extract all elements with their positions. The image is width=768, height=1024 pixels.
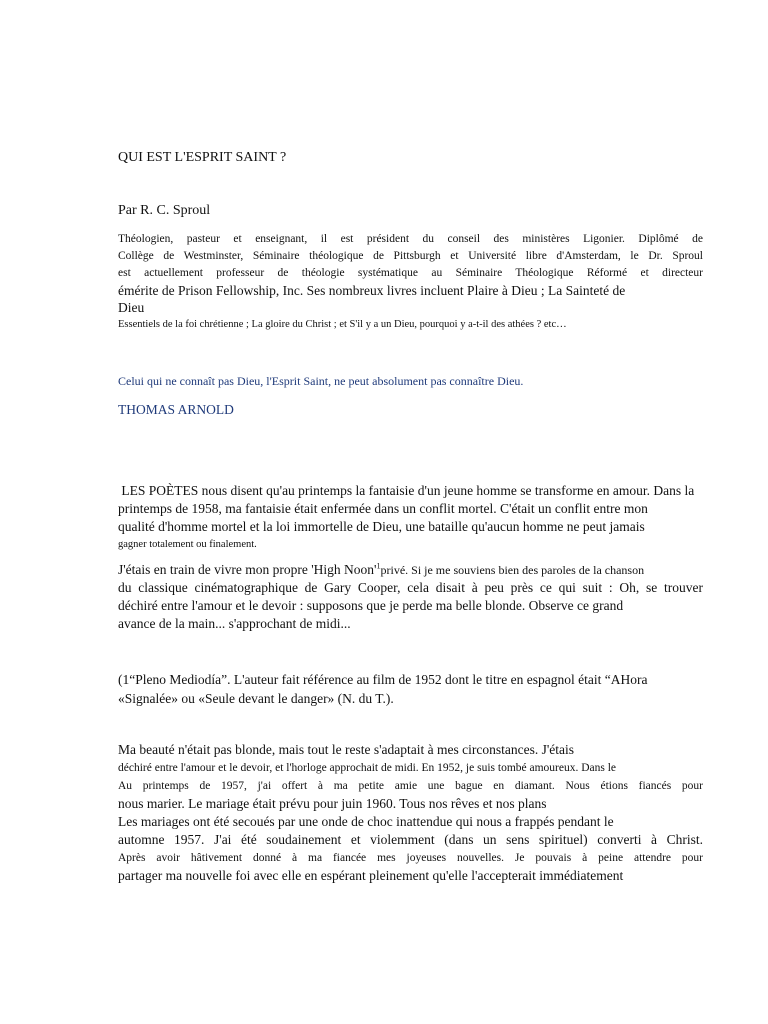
paragraph-line: déchiré entre l'amour et le devoir, et l'horloge approchait de midi. En 1952, je suis tombé amoureux. Dans le bbox=[118, 762, 617, 774]
paragraph-line: avance de la main... s'approchant de midi... bbox=[118, 616, 351, 631]
paragraph-2 bbox=[118, 561, 703, 633]
paragraph-line: nous marier. Le mariage était prévu pour juin 1960. Tous nos rêves et nos plans bbox=[118, 796, 547, 811]
footnote-line: «Signalée» ou «Seule devant le danger» (N. du T.). bbox=[118, 691, 394, 706]
paragraph-3 bbox=[118, 741, 703, 885]
paragraph-text: J'étais en train de vivre mon propre 'High Noon' bbox=[118, 562, 377, 577]
epigraph-quote: Celui qui ne connaît pas Dieu, l'Esprit Saint, ne peut absolument pas connaître Dieu. bbox=[118, 374, 524, 388]
document-title: QUI EST L'ESPRIT SAINT ? bbox=[118, 150, 287, 165]
footnote-line: (1“Pleno Mediodía”. L'auteur fait référence au film de 1952 dont le titre en espagnol était “AHora bbox=[118, 672, 648, 687]
bio-line: est actuellement professeur de théologie systématique au Séminaire Théologique Réformé et directeur bbox=[118, 267, 703, 279]
paragraph-1 bbox=[118, 482, 703, 554]
paragraph-line: automne 1957. J'ai été soudainement et violemment (dans un sens spirituel) converti à Christ. bbox=[118, 832, 703, 847]
paragraph-line: qualité d'homme mortel et la loi immortelle de Dieu, une bataille qu'aucun homme ne peut jamais bbox=[118, 519, 645, 534]
epigraph-author: THOMAS ARNOLD bbox=[118, 402, 234, 417]
footnote bbox=[118, 670, 703, 708]
paragraph-line: Après avoir hâtivement donné à ma fiancée mes joyeuses nouvelles. Je pouvais à peine attendre pour bbox=[118, 852, 703, 864]
paragraph-line: gagner totalement ou finalement. bbox=[118, 539, 257, 550]
paragraph-line: LES POÈTES nous disent qu'au printemps la fantaisie d'un jeune homme se transforme en amour. Dans la bbox=[118, 483, 695, 498]
bio-line: Dieu bbox=[118, 300, 145, 315]
paragraph-line: Ma beauté n'était pas blonde, mais tout le reste s'adaptait à mes circonstances. J'étais bbox=[118, 742, 575, 757]
bio-line: émérite de Prison Fellowship, Inc. Ses nombreux livres incluent Plaire à Dieu ; La Sainteté de bbox=[118, 283, 626, 298]
paragraph-line: déchiré entre l'amour et le devoir : supposons que je perde ma belle blonde. Observe ce grand bbox=[118, 598, 624, 613]
bio-line: Collège de Westminster, Séminaire théologique de Pittsburgh et Université libre d'Amsterdam, le Dr. Sproul bbox=[118, 250, 703, 262]
paragraph-line: printemps de 1958, ma fantaisie était enfermée dans un conflit mortel. C'était un conflit entre mon bbox=[118, 501, 648, 516]
bio-line: Essentiels de la foi chrétienne ; La gloire du Christ ; et S'il y a un Dieu, pourquoi y a-t-il des athées ? etc… bbox=[118, 319, 567, 330]
bio-line: Théologien, pasteur et enseignant, il est président du conseil des ministères Ligonier. Diplômé de bbox=[118, 233, 703, 245]
paragraph-line: partager ma nouvelle foi avec elle en espérant pleinement qu'elle l'accepterait immédiatement bbox=[118, 868, 624, 883]
paragraph-line: Au printemps de 1957, j'ai offert à ma petite amie une bague en diamant. Nous étions fiancés pour bbox=[118, 780, 703, 792]
paragraph-line bbox=[118, 561, 703, 579]
author-bio bbox=[118, 231, 703, 333]
paragraph-line: Les mariages ont été secoués par une onde de choc inattendue qui nous a frappés pendant le bbox=[118, 814, 614, 829]
author-line: Par R. C. Sproul bbox=[118, 203, 211, 218]
footnote-mark: 1 bbox=[376, 561, 381, 571]
paragraph-line: du classique cinématographique de Gary Cooper, cela disait à peu près ce qui suit : Oh, se trouver bbox=[118, 580, 703, 595]
paragraph-text: privé. Si je me souviens bien des paroles de la chanson bbox=[380, 563, 645, 577]
